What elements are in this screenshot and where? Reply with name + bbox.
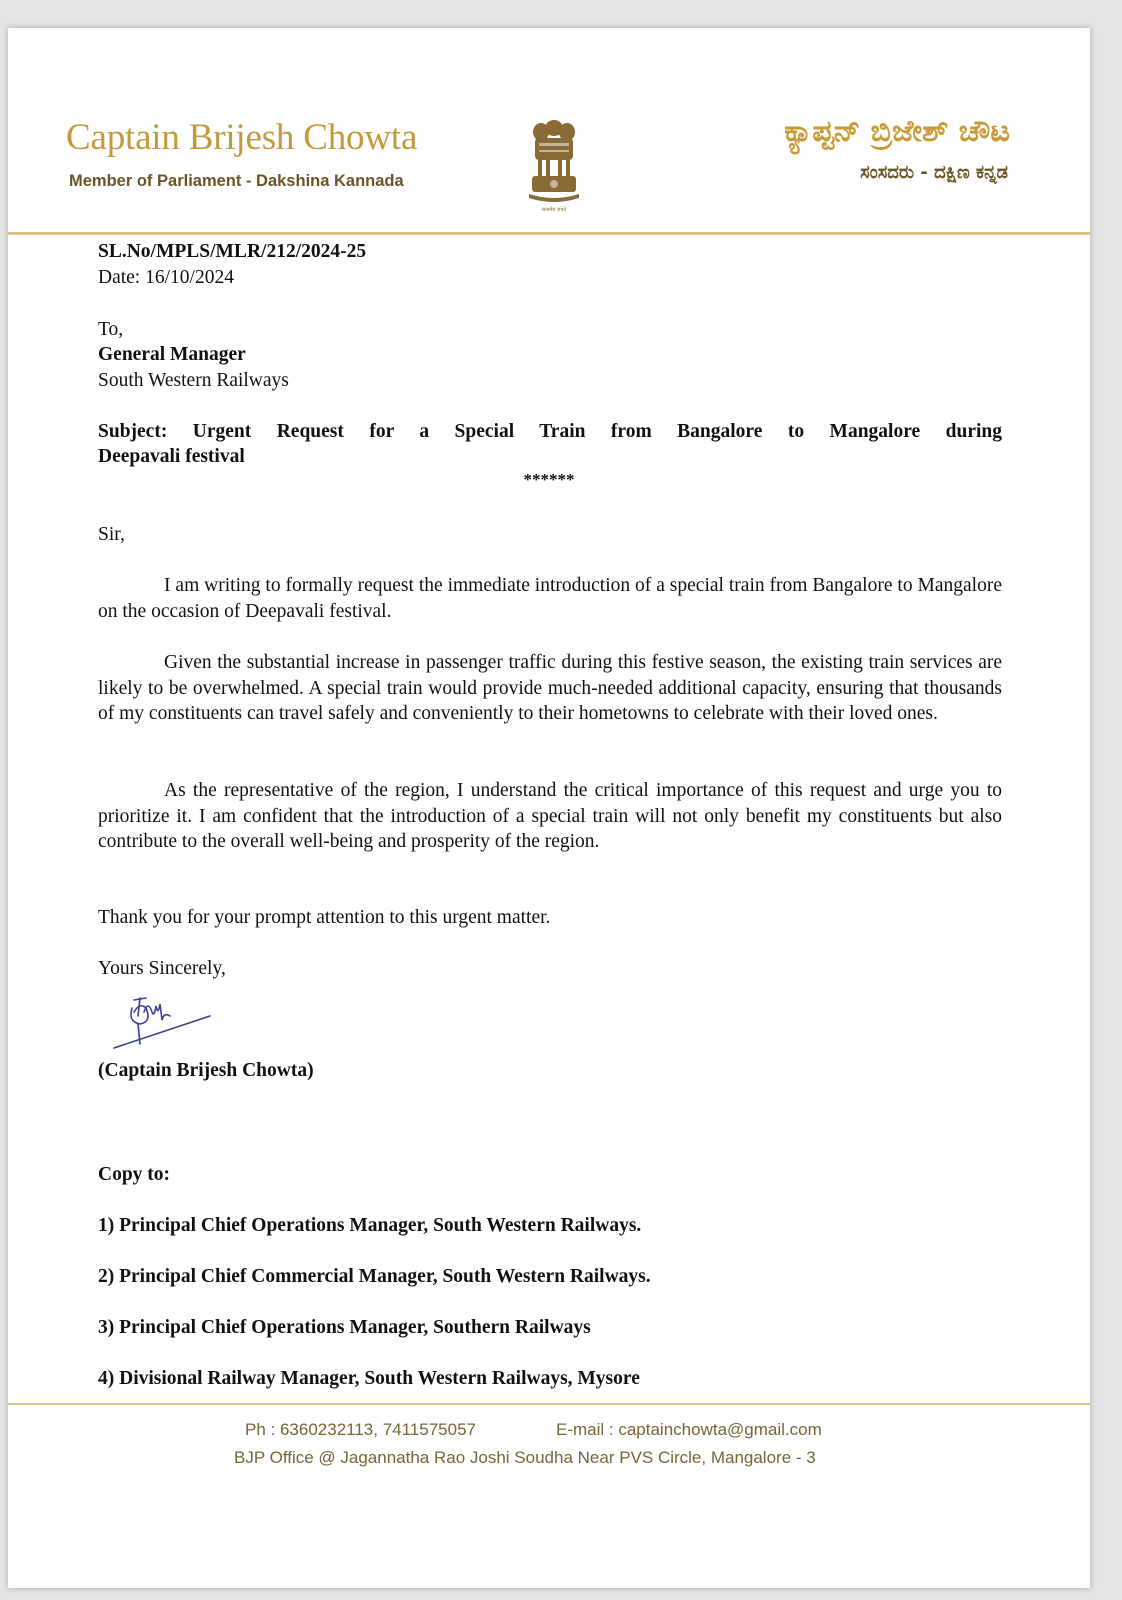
signature-image <box>112 986 222 1056</box>
copy-to-item: 3) Principal Chief Operations Manager, Southern Railways <box>98 1317 591 1338</box>
subject-separator: ****** <box>523 470 575 489</box>
recipient-title: General Manager <box>98 344 246 365</box>
footer-email: E-mail : captainchowta@gmail.com <box>556 1420 822 1439</box>
letterhead-name-kannada: ಕ್ಯಾಪ್ಟನ್ ಬ್ರಿಜೇಶ್ ಚೌಟ <box>784 114 1010 149</box>
body-paragraph-3: As the representative of the region, I understand the critical importance of this request and urge you to prioritize it. I am confident that the introduction of a special train will not only benefit my constituents but also contribute to the overall well-being and prosperity of the region. <box>98 780 1002 852</box>
body-paragraph-2: Given the substantial increase in passenger traffic during this festive season, the existing train services are likely to be overwhelmed. A special train would provide much-needed additional capacity, ensuring that thousands of my constituents can travel safely and conveniently to their hometowns to celebrate with their loved ones. <box>98 652 1002 724</box>
body-paragraph-1: I am writing to formally request the immediate introduction of a special train from Bangalore to Mangalore on the occasion of Deepavali festival. <box>98 575 1002 622</box>
header-divider <box>8 232 1090 235</box>
letterhead-subtitle-english: Member of Parliament - Dakshina Kannada <box>69 172 404 190</box>
greeting: Sir, <box>98 524 125 545</box>
subject-line-2: Deepavali festival <box>98 446 245 467</box>
footer-phone: Ph : 6360232113, 7411575057 <box>245 1420 476 1439</box>
letter-date: Date: 16/10/2024 <box>98 267 234 288</box>
copy-to-heading: Copy to: <box>98 1164 171 1185</box>
copy-to-item: 4) Divisional Railway Manager, South Western Railways, Mysore <box>98 1368 640 1389</box>
closing: Yours Sincerely, <box>98 958 226 979</box>
copy-to-item: 2) Principal Chief Commercial Manager, South Western Railways. <box>98 1266 651 1287</box>
thanks-line: Thank you for your prompt attention to this urgent matter. <box>98 907 551 928</box>
copy-to-item: 1) Principal Chief Operations Manager, South Western Railways. <box>98 1215 642 1236</box>
reference-number: SL.No/MPLS/MLR/212/2024-25 <box>98 241 367 262</box>
letter-page <box>8 28 1090 1588</box>
letterhead-subtitle-kannada: ಸಂಸದರು - ದಕ್ಷಿಣ ಕನ್ನಡ <box>860 162 1008 183</box>
recipient-organization: South Western Railways <box>98 370 289 391</box>
recipient-to: To, <box>98 319 124 340</box>
signatory-name: (Captain Brijesh Chowta) <box>98 1060 314 1081</box>
subject-line-1: Subject: Urgent Request for a Special Train from Bangalore to Mangalore during <box>98 421 1002 442</box>
footer-divider <box>8 1403 1090 1405</box>
emblem-motto: सत्यमेव जयते <box>541 207 567 212</box>
national-emblem-icon <box>523 116 585 212</box>
footer-address: BJP Office @ Jagannatha Rao Joshi Soudha Near PVS Circle, Mangalore - 3 <box>234 1448 816 1467</box>
letterhead-name-english: Captain Brijesh Chowta <box>66 117 418 158</box>
